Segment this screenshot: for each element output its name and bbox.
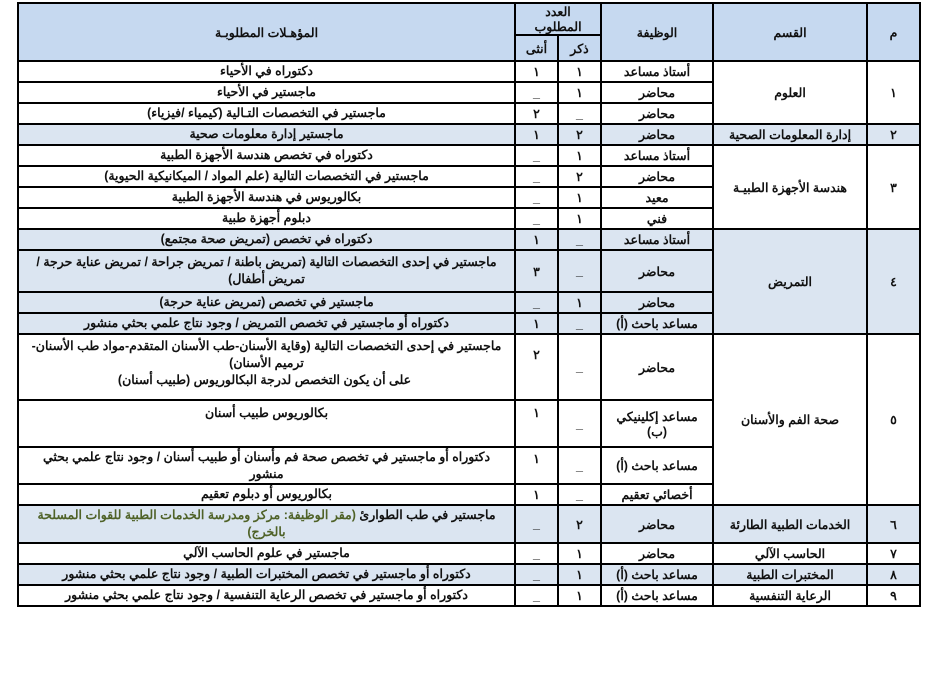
- row-num: ٧: [867, 543, 920, 564]
- row-female: ٢: [515, 334, 558, 400]
- row-position: مساعد باحث (أ): [601, 447, 713, 484]
- row-female: ١: [515, 447, 558, 484]
- row-qualification: دكتوراه أو ماجستير في تخصص صحة فم وأسنان أو طبيب أسنان / وجود نتاج علمي بحثي منشور: [18, 447, 515, 484]
- row-department: الحاسب الآلي: [713, 543, 867, 564]
- row-male: _: [558, 447, 601, 484]
- row-male: _: [558, 229, 601, 250]
- row-female: ١: [515, 229, 558, 250]
- row-position: محاضر: [601, 505, 713, 543]
- row-position: مساعد باحث (أ): [601, 564, 713, 585]
- table-row: [18, 229, 920, 250]
- header-position: الوظيفة: [601, 3, 713, 61]
- row-department: المختبرات الطبية: [713, 564, 867, 585]
- row-female: _: [515, 292, 558, 313]
- row-male: _: [558, 484, 601, 505]
- row-department: صحة الفم والأسنان: [713, 334, 867, 505]
- row-male: ١: [558, 145, 601, 166]
- row-qualification: ماجستير في التخصصات التالية (علم المواد / الميكانيكية الحيوية): [18, 166, 515, 187]
- row-female: ٣: [515, 250, 558, 292]
- row-position: مساعد إكلينيكي (ب): [601, 400, 713, 447]
- row-position: محاضر: [601, 334, 713, 400]
- row-male: ١: [558, 187, 601, 208]
- row-female: ١: [515, 484, 558, 505]
- row-male: _: [558, 250, 601, 292]
- row-qualification: دكتوراه أو ماجستير في تخصص المختبرات الطبية / وجود نتاج علمي بحثي منشور: [18, 564, 515, 585]
- row-num: ٤: [867, 229, 920, 334]
- row-qualification: دكتوراه أو ماجستير في تخصص التمريض / وجود نتاج علمي بحثي منشور: [18, 313, 515, 334]
- row-qualification: دكتوراه أو ماجستير في تخصص الرعاية التنفسية / وجود نتاج علمي بحثي منشور: [18, 585, 515, 606]
- row-male: ١: [558, 208, 601, 229]
- row-qualification: ماجستير في إحدى التخصصات التالية (تمريض باطنة / تمريض جراحة / تمريض عناية حرجة / تمريض أطفال): [18, 250, 515, 292]
- jobs-table: [17, 2, 921, 607]
- row-male: ٢: [558, 505, 601, 543]
- row-num: ١: [867, 61, 920, 124]
- row-qualification: [18, 334, 515, 400]
- row-female: ١: [515, 313, 558, 334]
- row-female: _: [515, 505, 558, 543]
- row-male: _: [558, 334, 601, 400]
- row-num: ٢: [867, 124, 920, 145]
- row-qualification: دكتوراه في الأحياء: [18, 61, 515, 82]
- row-female: ١: [515, 61, 558, 82]
- qualification-note: على أن يكون التخصص لدرجة البكالوريوس (طبيب أسنان): [117, 373, 412, 387]
- row-qualification: دبلوم أجهزة طبية: [18, 208, 515, 229]
- row-qualification: [18, 505, 515, 543]
- row-female: _: [515, 166, 558, 187]
- header-num: م: [867, 3, 920, 61]
- row-male: ١: [558, 82, 601, 103]
- row-department: التمريض: [713, 229, 867, 334]
- row-position: فني: [601, 208, 713, 229]
- row-position: محاضر: [601, 250, 713, 292]
- row-qualification: بكالوريوس أو دبلوم تعقيم: [18, 484, 515, 505]
- row-qualification: ماجستير في الأحياء: [18, 82, 515, 103]
- row-female: ١: [515, 400, 558, 447]
- qualification-text: ماجستير في طب الطوارئ: [359, 508, 496, 522]
- row-position: محاضر: [601, 543, 713, 564]
- row-position: أستاذ مساعد: [601, 61, 713, 82]
- table-row: [18, 564, 920, 585]
- row-male: ١: [558, 61, 601, 82]
- table-row: [18, 585, 920, 606]
- row-female: ١: [515, 124, 558, 145]
- row-female: _: [515, 187, 558, 208]
- row-qualification: ماجستير في تخصص (تمريض عناية حرجة): [18, 292, 515, 313]
- header-qualifications: المؤهـلات المطلوبـة: [18, 3, 515, 61]
- row-num: ٣: [867, 145, 920, 229]
- table-row: [18, 145, 920, 166]
- row-position: محاضر: [601, 292, 713, 313]
- row-male: _: [558, 103, 601, 124]
- row-female: ٢: [515, 103, 558, 124]
- row-qualification: بكالوريوس في هندسة الأجهزة الطبية: [18, 187, 515, 208]
- row-num: ٩: [867, 585, 920, 606]
- row-num: ٨: [867, 564, 920, 585]
- row-num: ٥: [867, 334, 920, 505]
- row-female: _: [515, 585, 558, 606]
- row-position: مساعد باحث (أ): [601, 313, 713, 334]
- header-male: ذكر: [558, 35, 601, 61]
- row-department: العلوم: [713, 61, 867, 124]
- header-department: القسم: [713, 3, 867, 61]
- row-department: الرعاية التنفسية: [713, 585, 867, 606]
- table-row: [18, 543, 920, 564]
- row-position: أستاذ مساعد: [601, 145, 713, 166]
- row-position: محاضر: [601, 166, 713, 187]
- row-qualification: ماجستير في التخصصات التـالية (كيمياء /فيزياء): [18, 103, 515, 124]
- row-male: ٢: [558, 124, 601, 145]
- row-male: _: [558, 313, 601, 334]
- row-male: ٢: [558, 166, 601, 187]
- row-qualification: دكتوراه في تخصص (تمريض صحة مجتمع): [18, 229, 515, 250]
- table-row: [18, 61, 920, 82]
- header-required-count: العدد المطلوب: [515, 3, 601, 35]
- table-row: [18, 334, 920, 400]
- row-department: هندسة الأجهزة الطبيـة: [713, 145, 867, 229]
- row-position: محاضر: [601, 103, 713, 124]
- row-department: إدارة المعلومات الصحية: [713, 124, 867, 145]
- table-row: [18, 505, 920, 543]
- row-female: _: [515, 145, 558, 166]
- row-female: _: [515, 208, 558, 229]
- row-position: أخصائي تعقيم: [601, 484, 713, 505]
- table-row: [18, 124, 920, 145]
- row-position: أستاذ مساعد: [601, 229, 713, 250]
- row-male: ١: [558, 564, 601, 585]
- row-male: ١: [558, 292, 601, 313]
- row-position: مساعد باحث (أ): [601, 585, 713, 606]
- row-male: _: [558, 400, 601, 447]
- row-num: ٦: [867, 505, 920, 543]
- row-female: _: [515, 82, 558, 103]
- row-male: ١: [558, 543, 601, 564]
- qualification-note: (مقر الوظيفة: مركز ومدرسة الخدمات الطبية للقوات المسلحة بالخرج): [37, 508, 356, 539]
- row-qualification: ماجستير إدارة معلومات صحية: [18, 124, 515, 145]
- row-female: _: [515, 564, 558, 585]
- row-female: _: [515, 543, 558, 564]
- row-qualification: دكتوراه في تخصص هندسة الأجهزة الطبية: [18, 145, 515, 166]
- row-qualification: بكالوريوس طبيب أسنان: [18, 400, 515, 447]
- qualification-text: ماجستير في إحدى التخصصات التالية (وقاية الأسنان-طب الأسنان المتقدم-مواد طب الأسنان-ترميم الأسنان): [31, 339, 502, 370]
- row-qualification: ماجستير في علوم الحاسب الآلي: [18, 543, 515, 564]
- header-female: أنثى: [515, 35, 558, 61]
- row-position: محاضر: [601, 82, 713, 103]
- row-position: محاضر: [601, 124, 713, 145]
- row-position: معيد: [601, 187, 713, 208]
- row-male: ١: [558, 585, 601, 606]
- row-department: الخدمات الطبية الطارئة: [713, 505, 867, 543]
